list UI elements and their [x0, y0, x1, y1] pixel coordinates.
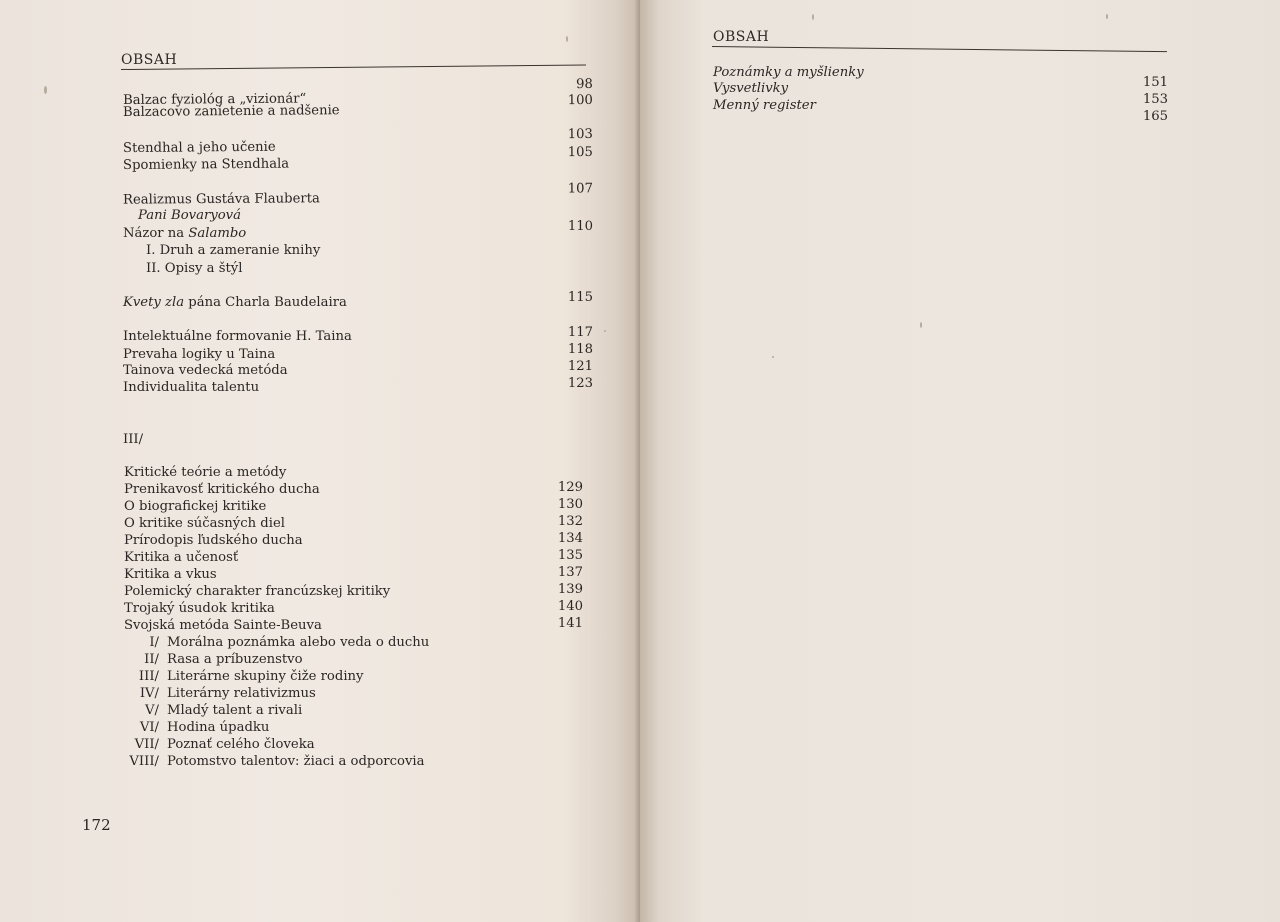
subsection-entry[interactable] [119, 702, 589, 719]
subsection-label: Mladý talent a rivali [167, 703, 303, 718]
subsection-entry[interactable] [119, 634, 589, 651]
toc-entry-label: Prenikavosť kritického ducha [124, 482, 320, 497]
toc-entry[interactable] [124, 532, 583, 549]
toc-entry-page: 105 [567, 144, 593, 161]
toc-entry[interactable] [123, 359, 593, 379]
toc-entry-label: Kritika a vkus [124, 567, 217, 582]
toc-entry-label: Intelektuálne formovanie H. Taina [123, 329, 352, 344]
toc-entry-label: O kritike súčasných diel [124, 516, 285, 531]
subsection-roman: VII/ [134, 737, 159, 752]
toc-entry-label: Kritika a učenosť [124, 550, 239, 565]
toc-entry-page: 165 [1142, 109, 1168, 124]
toc-entry-label: Individualita talentu [123, 380, 260, 395]
paper-speck [920, 322, 922, 328]
subsection-entry[interactable] [119, 668, 589, 685]
toc-entry-page: 117 [567, 325, 593, 340]
toc-entry-page: 151 [1142, 75, 1168, 90]
toc-entry[interactable] [713, 97, 1168, 124]
toc-entry[interactable] [124, 617, 583, 634]
toc-entry-page: 100 [567, 92, 593, 109]
toc-entry-label: Menný register [713, 98, 816, 113]
toc-entry-label: Svojská metóda Sainte-Beuva [124, 618, 322, 633]
paper-speck [1106, 14, 1108, 19]
toc-entry-page: 141 [557, 616, 583, 631]
paper-speck [812, 14, 814, 20]
toc-entry-page: 110 [567, 219, 593, 234]
toc-entry-label: Názor na Salambo [123, 226, 247, 241]
toc-entry-page: 121 [567, 359, 593, 374]
subsection-label: Poznať celého človeka [167, 737, 315, 752]
subsection-entry[interactable] [119, 685, 589, 702]
toc-entry-page: 139 [557, 582, 583, 597]
toc-entry-label: Kvety zla pána Charla Baudelaira [123, 295, 347, 310]
subsection-entry[interactable] [119, 753, 589, 770]
toc-entry-page: 134 [557, 531, 583, 546]
subsection-label: Morálna poznámka alebo veda o duchu [167, 635, 430, 650]
paper-speck [772, 356, 774, 358]
toc-entry[interactable] [123, 325, 593, 345]
subsection-entry[interactable] [119, 736, 589, 753]
toc-entry-page: 107 [567, 181, 593, 197]
toc-entry-label: Balzacovo zanietenie a nadšenie [122, 103, 340, 121]
toc-entry-label: Balzac fyziológ a „vizionár“ [122, 91, 307, 109]
toc-entry[interactable] [123, 242, 593, 259]
toc-entry-label: II. Opisy a štýl [146, 261, 243, 276]
toc-entry-label: Spomienky na Stendhala [122, 156, 290, 174]
toc-entry[interactable] [123, 219, 593, 242]
toc-entry-label: Prírodopis ľudského ducha [124, 533, 303, 548]
toc-entry[interactable] [124, 566, 583, 583]
toc-entry-label: Prevaha logiky u Taina [123, 347, 276, 362]
toc-entry-label: Pani Bovaryová [138, 208, 241, 223]
toc-entry[interactable] [124, 600, 583, 617]
toc-entry[interactable] [124, 549, 583, 566]
subsection-roman: II/ [144, 652, 159, 667]
left-page-header: OBSAH [121, 52, 178, 68]
toc-entry-label: Trojaký úsudok kritika [124, 601, 275, 616]
subsection-label: Potomstvo talentov: žiaci a odporcovia [167, 754, 425, 769]
toc-entry-page: 115 [567, 290, 593, 305]
toc-entry-page: 135 [557, 548, 583, 563]
toc-entry[interactable] [124, 515, 583, 532]
toc-entry[interactable] [124, 464, 594, 481]
toc-entry-page: 103 [567, 126, 593, 143]
toc-entry-page: 123 [567, 376, 593, 391]
toc-entry[interactable] [123, 376, 593, 396]
toc-entry[interactable] [124, 498, 583, 515]
toc-entry-page: 130 [557, 497, 583, 512]
toc-entry-label: Stendhal a jeho učenie [122, 139, 276, 157]
toc-entry-page: 132 [557, 514, 583, 529]
toc-entry-label: I. Druh a zameranie knihy [146, 243, 321, 258]
subsection-entry[interactable] [119, 651, 589, 668]
toc-entry-page: 98 [576, 76, 593, 93]
subsection-roman: IV/ [139, 686, 159, 701]
section-heading: III/ [123, 432, 144, 447]
subsection-label: Hodina úpadku [167, 720, 270, 735]
paper-speck [604, 330, 606, 332]
subsection-entry[interactable] [119, 719, 589, 736]
toc-entry-page: 118 [567, 342, 593, 357]
subsection-label: Literárny relativizmus [167, 686, 316, 701]
left-header-rule [121, 65, 586, 70]
toc-entry-label: Realizmus Gustáva Flauberta [122, 191, 320, 208]
toc-entry-page: 137 [557, 565, 583, 580]
subsection-label: Rasa a príbuzenstvo [167, 652, 303, 667]
toc-entry-label: Vysvetlivky [713, 81, 789, 96]
toc-entry[interactable] [123, 260, 593, 277]
toc-entry-label: O biografickej kritike [124, 499, 267, 514]
subsection-roman: I/ [149, 635, 159, 650]
right-page-header: OBSAH [713, 29, 770, 45]
subsection-label: Literárne skupiny čiže rodiny [167, 669, 364, 684]
subsection-roman: V/ [145, 703, 159, 718]
subsection-roman: VI/ [139, 720, 159, 735]
toc-entry-page: 129 [557, 480, 583, 495]
toc-entry-label: Poznámky a myšlienky [713, 65, 864, 80]
subsection-roman: III/ [138, 669, 159, 684]
toc-entry-page: 153 [1142, 92, 1168, 107]
toc-entry-page: 140 [557, 599, 583, 614]
toc-entry[interactable] [123, 207, 593, 224]
subsection-roman: VIII/ [129, 754, 159, 769]
toc-entry[interactable] [124, 583, 583, 600]
toc-entry[interactable] [122, 181, 593, 208]
page-number: 172 [82, 816, 111, 834]
toc-entry-label: Tainova vedecká metóda [123, 363, 288, 378]
paper-speck [44, 86, 47, 94]
toc-entry[interactable] [123, 290, 593, 311]
toc-entry-label: Polemický charakter francúzskej kritiky [124, 584, 391, 599]
toc-entry[interactable] [123, 342, 593, 363]
toc-entry-label: Kritické teórie a metódy [124, 465, 287, 480]
toc-entry[interactable] [124, 481, 583, 498]
paper-speck [566, 36, 568, 42]
right-page [640, 0, 1280, 922]
